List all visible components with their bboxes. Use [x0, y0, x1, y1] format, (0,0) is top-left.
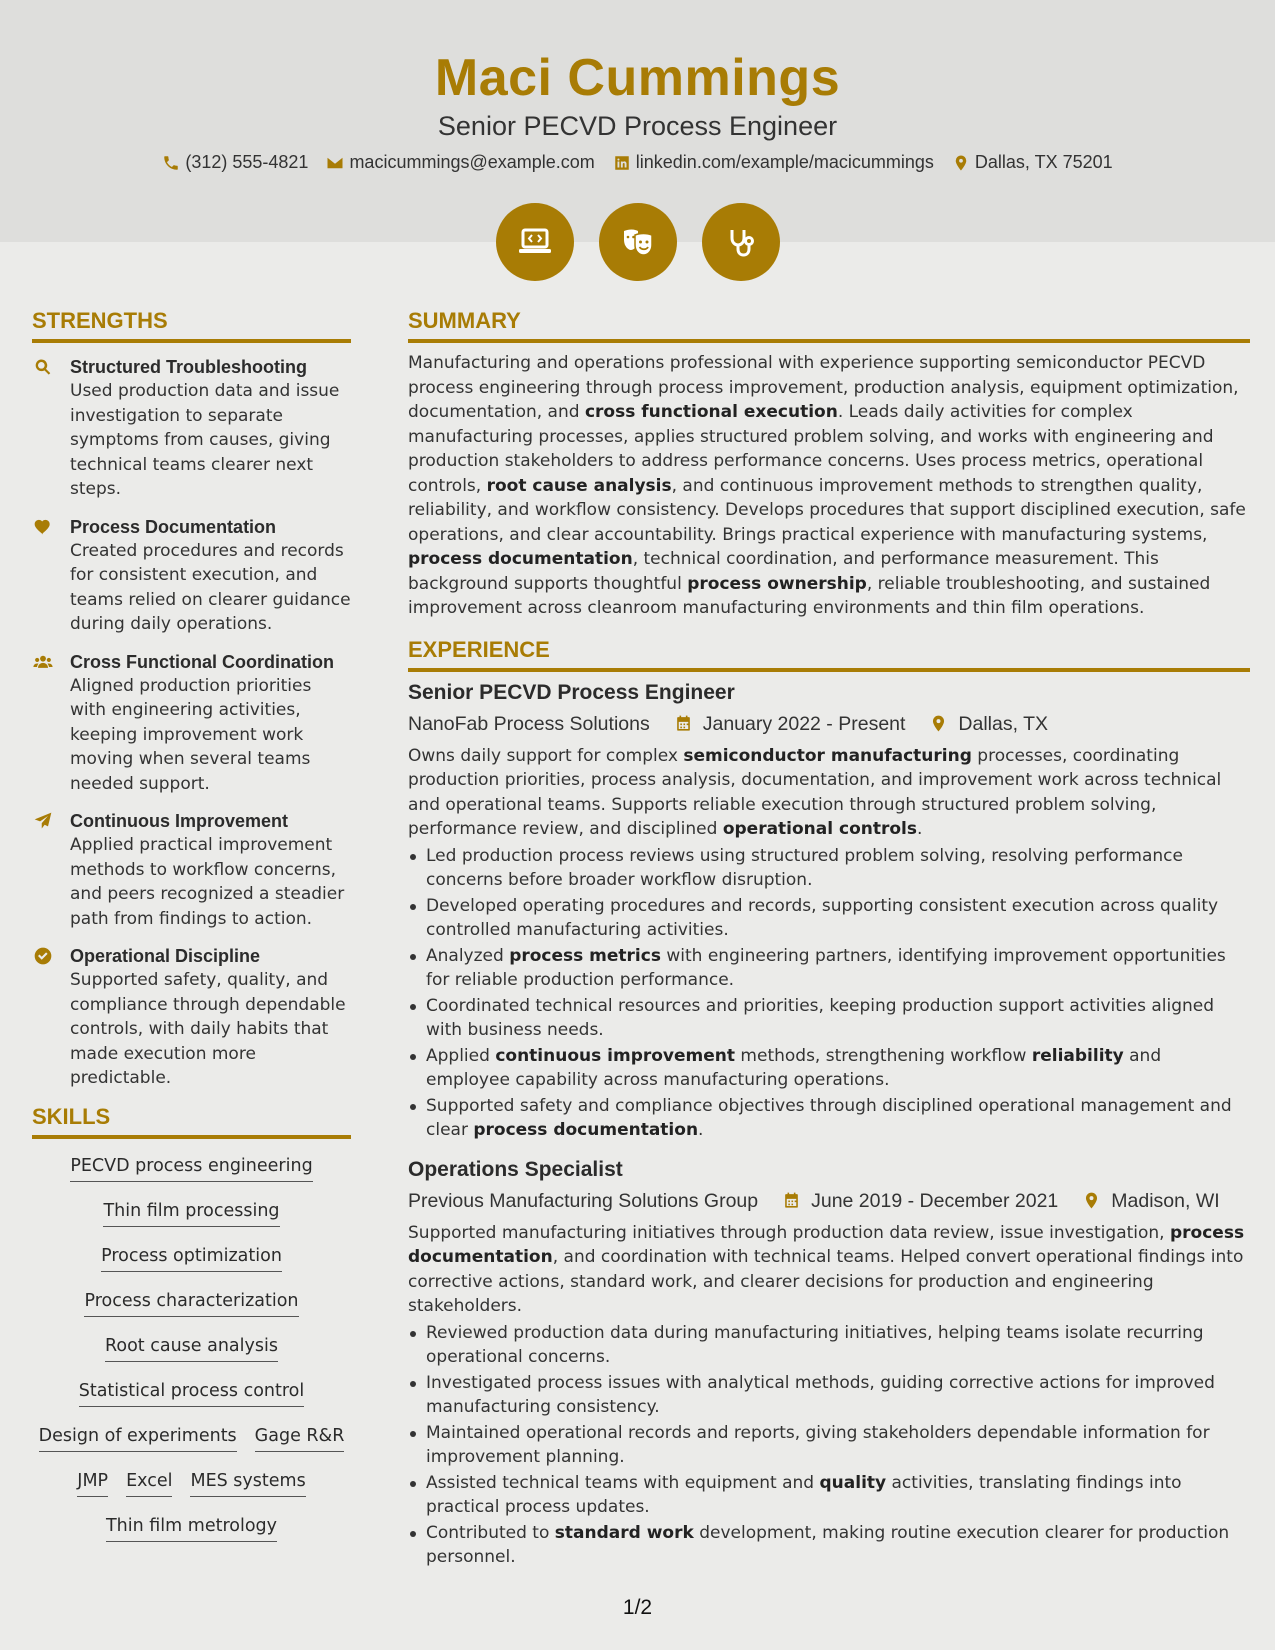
- text-segment: processes, coordinating production priorities, process analysis, documentation, and improvement work across technical and operational teams. Supports reliable execution through structured problem solving, performance review, and disciplined: [408, 745, 1222, 839]
- strength-desc: Aligned production priorities with engineering activities, keeping improvement work moving when several teams needed support.: [70, 675, 312, 794]
- theater-masks-icon: [618, 222, 658, 262]
- text-segment: methods, strengthening workflow: [735, 1045, 1032, 1066]
- job-entry: [408, 1157, 1250, 1570]
- emphasis-text: root cause analysis: [486, 475, 672, 496]
- bullet-item: [408, 1371, 1250, 1420]
- bullet-item: [408, 844, 1250, 893]
- skill-row: [32, 1470, 351, 1515]
- page-number: 1/2: [622, 1596, 653, 1619]
- job-location: Dallas, TX: [958, 712, 1049, 735]
- strengths-heading: STRENGTHS: [32, 308, 351, 343]
- linkedin-icon: [613, 154, 631, 172]
- contact-location: [952, 152, 1113, 173]
- interest-badges: [0, 203, 1275, 281]
- strength-title: Operational Discipline: [70, 946, 261, 966]
- skill-tag: Thin film processing: [103, 1200, 279, 1227]
- strength-desc: Supported safety, quality, and compliance through dependable controls, with daily habits that made execution more predictable.: [70, 970, 346, 1088]
- text-segment: , technical coordination, and performance measurement. This background supports thoughtful: [408, 549, 1159, 594]
- bullet-item: [408, 894, 1250, 943]
- text-segment: with engineering partners, identifying improvement opportunities for reliable production performance.: [426, 945, 1226, 990]
- map-pin-icon: [952, 154, 970, 172]
- laptop-code-icon: [515, 222, 555, 262]
- text-segment: Coordinated technical resources and priorities, keeping production support activities aligned with business needs.: [426, 995, 1215, 1040]
- left-column: [32, 308, 351, 1560]
- emphasis-text: continuous improvement: [495, 1045, 736, 1066]
- text-segment: Manufacturing and operations professional with experience supporting semiconductor PECVD process engineering through process improvement, production analysis, equipment optimization, documentation, and: [408, 353, 1239, 422]
- text-segment: .: [917, 819, 923, 839]
- skill-row: [32, 1245, 351, 1290]
- skill-row: [32, 1425, 351, 1470]
- strength-title: Cross Functional Coordination: [70, 651, 334, 672]
- bullet-item: [408, 944, 1250, 993]
- text-segment: Investigated process issues with analytical methods, guiding corrective actions for improved manufacturing consistency.: [426, 1372, 1215, 1417]
- contact-bar: [0, 152, 1275, 173]
- skill-tag: Excel: [126, 1470, 172, 1497]
- summary-heading: SUMMARY: [408, 308, 1250, 343]
- bullet-item: [408, 1521, 1250, 1570]
- linkedin-text: linkedin.com/example/macicummings: [635, 152, 934, 172]
- job-company: Previous Manufacturing Solutions Group: [408, 1189, 759, 1212]
- job-company: NanoFab Process Solutions: [408, 712, 650, 735]
- skill-row: [32, 1290, 351, 1335]
- theater-masks-badge: [599, 203, 677, 281]
- strength-item: [32, 944, 351, 1091]
- job-description: [408, 744, 1250, 842]
- bullet-item: [408, 1044, 1250, 1093]
- text-segment: Contributed to: [426, 1522, 555, 1543]
- job-entry: [408, 680, 1250, 1143]
- phone-icon: [162, 154, 180, 172]
- skill-tag: Statistical process control: [79, 1380, 305, 1407]
- laptop-code-badge: [496, 203, 574, 281]
- text-segment: , reliable troubleshooting, and sustained improvement across cleanroom manufacturing environments and thin film operations.: [408, 573, 1211, 618]
- skill-tag: Thin film metrology: [106, 1515, 277, 1542]
- text-segment: Assisted technical teams with equipment and: [426, 1472, 820, 1493]
- search-icon: [33, 357, 53, 377]
- text-segment: Supported safety and compliance objectives through disciplined operational management and clear: [426, 1095, 1232, 1140]
- job-dates: June 2019 - December 2021: [811, 1189, 1059, 1212]
- skill-tag: PECVD process engineering: [70, 1155, 312, 1182]
- skill-tag: Process characterization: [84, 1290, 298, 1317]
- skill-tag: Root cause analysis: [105, 1335, 278, 1362]
- strength-item: [32, 515, 351, 637]
- bullet-item: [408, 1094, 1250, 1143]
- contact-linkedin[interactable]: [613, 152, 934, 173]
- skills-heading: SKILLS: [32, 1104, 351, 1139]
- strength-item: [32, 355, 351, 502]
- job-meta: [408, 712, 1250, 736]
- text-segment: and employee capability across manufacturing operations.: [426, 1045, 1162, 1090]
- text-segment: , and coordination with technical teams. Helped convert operational findings into corrective actions, standard work, and clearer decisions for production and engineering stakeholders.: [408, 1247, 1244, 1316]
- map-pin-icon: [1082, 1191, 1101, 1210]
- envelope-icon: [326, 154, 344, 172]
- strength-title: Process Documentation: [70, 516, 277, 537]
- job-description: [408, 1221, 1250, 1319]
- stethoscope-icon: [721, 222, 761, 262]
- skill-row: [32, 1200, 351, 1245]
- skill-row: [32, 1335, 351, 1380]
- strength-item: [32, 650, 351, 797]
- email-text: macicummings@example.com: [349, 152, 595, 172]
- check-circle-icon: [33, 946, 53, 966]
- text-segment: development, making routine execution clearer for production personnel.: [426, 1522, 1230, 1567]
- bullet-item: [408, 1421, 1250, 1470]
- bullet-item: [408, 1471, 1250, 1520]
- paper-plane-icon: [33, 811, 53, 831]
- text-segment: Applied: [426, 1045, 496, 1066]
- text-segment: activities, translating findings into practical process updates.: [426, 1472, 1182, 1517]
- candidate-role: Senior PECVD Process Engineer: [437, 111, 838, 141]
- heart-icon: [33, 517, 53, 537]
- emphasis-text: reliability: [1031, 1045, 1124, 1066]
- stethoscope-badge: [702, 203, 780, 281]
- strength-title: Structured Troubleshooting: [70, 357, 307, 377]
- text-segment: Owns daily support for complex: [408, 745, 684, 766]
- skill-tag: MES systems: [190, 1470, 305, 1497]
- text-segment: Reviewed production data during manufacturing initiatives, helping teams isolate recurring operational concerns.: [426, 1322, 1204, 1367]
- skills-list: [32, 1155, 351, 1560]
- phone-text: (312) 555-4821: [185, 152, 309, 172]
- calendar-icon: [674, 714, 693, 733]
- strength-item: [32, 809, 351, 931]
- emphasis-text: operational controls: [722, 819, 917, 839]
- summary-text: [408, 351, 1250, 621]
- job-title: Senior PECVD Process Engineer: [408, 680, 735, 704]
- map-pin-icon: [929, 714, 948, 733]
- skill-tag: Gage R&R: [255, 1425, 345, 1452]
- bullet-item: [408, 994, 1250, 1043]
- strength-desc: Applied practical improvement methods to workflow concerns, and peers recognized a steadier path from findings to action.: [70, 835, 345, 929]
- job-title: Operations Specialist: [408, 1157, 623, 1181]
- text-segment: Led production process reviews using structured problem solving, resolving performance concerns before broader workflow disruption.: [426, 845, 1183, 890]
- job-bullets: [408, 844, 1250, 1143]
- text-segment: . Leads daily activities for complex manufacturing processes, applies structured problem solving, and works with engineering and production stakeholders to address performance concerns. Uses process metrics, operational controls,: [408, 402, 1214, 496]
- text-segment: Maintained operational records and reports, giving stakeholders dependable information for improvement planning.: [426, 1422, 1210, 1467]
- emphasis-text: process metrics: [509, 945, 661, 966]
- right-column: [408, 308, 1250, 1571]
- skill-tag: Design of experiments: [39, 1425, 237, 1452]
- strengths-list: [32, 355, 351, 1091]
- text-segment: .: [698, 1120, 704, 1140]
- emphasis-text: process ownership: [687, 573, 867, 594]
- users-icon: [33, 652, 53, 672]
- emphasis-text: cross functional execution: [584, 402, 838, 422]
- job-meta: [408, 1189, 1250, 1213]
- strength-desc: Created procedures and records for consistent execution, and teams relied on clearer guidance during daily operations.: [70, 540, 351, 634]
- contact-email[interactable]: [326, 152, 594, 173]
- emphasis-text: semiconductor manufacturing: [683, 745, 972, 766]
- text-segment: Analyzed: [426, 945, 510, 966]
- job-dates: January 2022 - Present: [702, 712, 906, 735]
- emphasis-text: process documentation: [408, 1222, 1245, 1267]
- location-text: Dallas, TX 75201: [974, 152, 1113, 172]
- bullet-item: [408, 1321, 1250, 1370]
- text-segment: , and continuous improvement methods to strengthen quality, reliability, and workflow consistency. Develops procedures that support disciplined execution, safe operations, and clear accountability. Brings practical experience with manufacturing systems,: [408, 475, 1246, 545]
- text-segment: Developed operating procedures and records, supporting consistent execution across quality controlled manufacturing activities.: [426, 895, 1219, 940]
- strength-desc: Used production data and issue investigation to separate symptoms from causes, giving technical teams clearer next steps.: [70, 381, 340, 499]
- candidate-name: Maci Cummings: [434, 49, 841, 107]
- text-segment: Supported manufacturing initiatives through production data review, issue investigation,: [408, 1222, 1170, 1243]
- strength-title: Continuous Improvement: [70, 811, 289, 831]
- emphasis-text: process documentation: [408, 549, 633, 569]
- contact-phone[interactable]: [162, 152, 308, 173]
- job-bullets: [408, 1321, 1250, 1570]
- emphasis-text: standard work: [554, 1522, 694, 1543]
- skill-tag: Process optimization: [101, 1245, 282, 1272]
- skill-row: [32, 1155, 351, 1200]
- skill-row: [32, 1515, 351, 1560]
- emphasis-text: process documentation: [473, 1120, 699, 1140]
- emphasis-text: quality: [819, 1472, 887, 1493]
- experience-heading: EXPERIENCE: [408, 637, 1250, 672]
- skill-row: [32, 1380, 351, 1425]
- skill-tag: JMP: [77, 1470, 108, 1497]
- calendar-icon: [782, 1191, 801, 1210]
- job-location: Madison, WI: [1111, 1189, 1220, 1212]
